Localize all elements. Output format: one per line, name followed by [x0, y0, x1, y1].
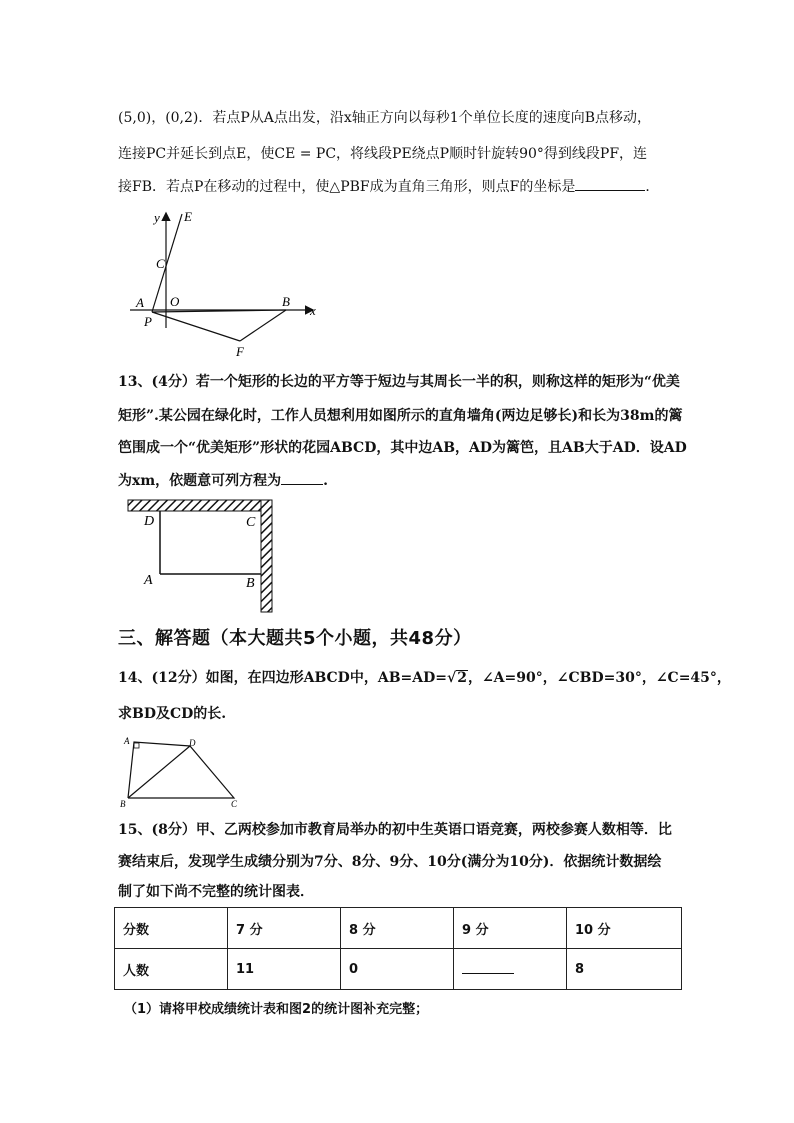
q12-label-y: y	[154, 210, 160, 225]
q14-line-1	[118, 668, 731, 688]
table-cell: 0	[341, 949, 454, 990]
q12-label-o: O	[170, 294, 180, 309]
q13-label-c: C	[246, 515, 256, 530]
q12-coordinate-figure	[126, 208, 326, 358]
q12-label-x: x	[310, 303, 316, 318]
q12-line-fb	[240, 310, 286, 341]
q12-answer-blank[interactable]	[575, 176, 645, 191]
q14-right-angle-mark	[134, 743, 139, 748]
table-row-label: 人数	[115, 949, 228, 990]
q13-label-d: D	[144, 514, 155, 529]
q13-line-3: 笆围成一个“优美矩形”形状的花园ABCD，其中边AB，AD为篱笆，且AB大于AD．设AD	[118, 440, 687, 456]
table-cell: 11	[228, 949, 341, 990]
q14-sqrt-radicand: 2	[457, 670, 467, 686]
q14-line-2: 求BD及CD的长.	[118, 706, 227, 722]
q13-line-4	[118, 470, 328, 491]
table-header-cell: 7 分	[228, 908, 341, 949]
table-cell-blank[interactable]	[454, 949, 567, 990]
q12-label-c: C	[156, 256, 165, 271]
q15-line-1: 15、(8分）甲、乙两校参加市教育局举办的初中生英语口语竞赛，两校参赛人数相等．比	[118, 822, 672, 838]
q14-label-a: A	[124, 736, 130, 746]
q12-label-e: E	[184, 209, 192, 224]
q14-quadrilateral	[128, 742, 234, 798]
q15-line-2: 赛结束后，发现学生成绩分别为7分、8分、9分、10分(满分为10分)．依据统计数据绘	[118, 854, 662, 870]
q15-line-3: 制了如下尚不完整的统计图表．	[118, 884, 314, 900]
q15-score-table	[114, 907, 682, 990]
q14-line-1-b: ，∠A=90°，∠CBD=30°，∠C=45°，	[467, 670, 731, 686]
table-header-cell: 9 分	[454, 908, 567, 949]
q12-line-3-text: 接FB．若点P在移动的过程中，使△PBF成为直角三角形，则点F的坐标是	[118, 179, 576, 195]
table-header-cell: 10 分	[567, 908, 682, 949]
q14-label-b: B	[120, 799, 126, 809]
table-header-cell: 分数	[115, 908, 228, 949]
q15-nine-count-blank[interactable]	[462, 961, 514, 974]
table-header-row	[115, 908, 682, 949]
q12-label-b: B	[282, 294, 290, 309]
q12-label-a: A	[136, 295, 144, 310]
q14-label-c: C	[231, 799, 238, 809]
q12-line-3	[118, 176, 659, 197]
q14-diagonal-bd	[128, 746, 190, 798]
q13-label-b: B	[246, 576, 255, 591]
q13-right-wall	[261, 500, 272, 612]
q12-label-f: F	[236, 344, 244, 358]
q13-line-4-text: 为xm，依题意可列方程为	[118, 473, 282, 489]
q13-line-2: 矩形”.某公园在绿化时，工作人员想利用如图所示的直角墙角(两边足够长)和长为38m的篱	[118, 408, 683, 424]
sqrt-symbol: √	[447, 670, 457, 686]
q12-label-p: P	[144, 314, 152, 329]
q13-garden-figure	[126, 498, 276, 616]
section-3-heading: 三、解答题（本大题共5个小题，共48分）	[118, 628, 472, 649]
q15-sub-question-1: （1）请将甲校成绩统计表和图2的统计图补充完整；	[124, 1002, 429, 1017]
q14-quadrilateral-figure	[116, 734, 246, 810]
table-header-cell: 8 分	[341, 908, 454, 949]
q12-line-3-end: ．	[645, 179, 660, 195]
q12-line-2: 连接PC并延长到点E，使CE = PC，将线段PE绕点P顺时针旋转90°得到线段PF，连	[118, 146, 648, 162]
q13-label-a: A	[144, 573, 153, 588]
q13-top-wall	[128, 500, 272, 511]
table-cell: 8	[567, 949, 682, 990]
q12-line-pf	[152, 312, 240, 341]
q12-line-1: (5,0)，(0,2)．若点P从A点出发，沿x轴正方向以每秒1个单位长度的速度向B点移动，	[118, 110, 651, 126]
q13-answer-blank[interactable]	[281, 470, 323, 485]
q14-line-1-a: 14、(12分）如图，在四边形ABCD中，AB=AD=	[118, 670, 447, 686]
q14-label-d: D	[189, 738, 196, 748]
q13-line-1: 13、(4分）若一个矩形的长边的平方等于短边与其周长一半的积，则称这样的矩形为“优美	[118, 374, 680, 390]
q13-line-4-end: .	[323, 473, 329, 489]
table-row	[115, 949, 682, 990]
